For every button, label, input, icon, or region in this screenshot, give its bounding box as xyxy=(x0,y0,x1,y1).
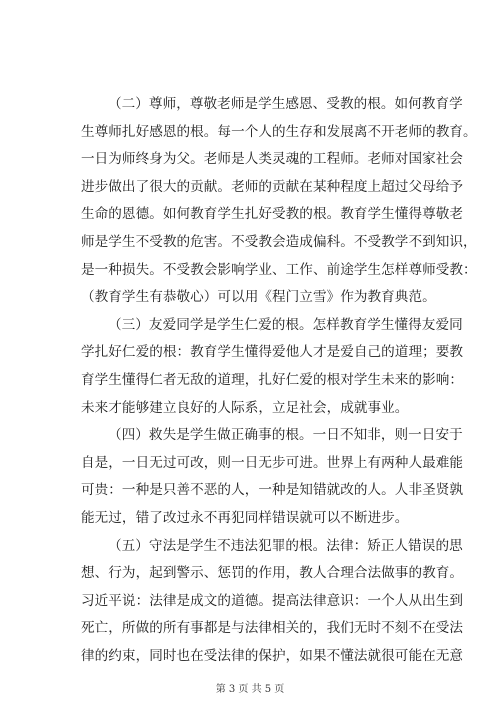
paragraph-line: 可贵：一种是只善不恶的人，一种是知错就改的人。人非圣贤孰 xyxy=(81,482,464,499)
paragraph-line: （教育学生有恭敬心）可以用《程门立雪》作为教育典范。 xyxy=(81,289,436,306)
paragraph-line: 是一种损失。不受教会影响学业、工作、前途学生怎样尊师受教： xyxy=(81,261,477,278)
paragraph-line: 未来才能够建立良好的人际系，立足社会，成就事业。 xyxy=(81,399,409,416)
paragraph-line: （五）守法是学生不违法犯罪的根。法律：矫正人错误的思 xyxy=(108,537,463,554)
paragraph-line: 生命的恩德。如何教育学生扎好受教的根。教育学生懂得尊敬老 xyxy=(81,206,464,223)
paragraph-line: 自是，一日无过可改，则一日无步可进。世界上有两种人最难能 xyxy=(81,454,464,471)
paragraph-line: （二）尊师，尊敬老师是学生感恩、受教的根。如何教育学 xyxy=(108,96,463,112)
paragraph-line: （三）友爱同学是学生仁爱的根。怎样教育学生懂得友爱同 xyxy=(108,316,463,333)
paragraph-line: 一日为师终身为父。老师是人类灵魂的工程师。老师对国家社会 xyxy=(81,151,464,168)
paragraph-line: （四）救失是学生做正确事的根。一日不知非，则一日安于 xyxy=(108,427,463,444)
page-number-footer: 第 3 页 共 5 页 xyxy=(215,684,285,695)
paragraph-line: 进步做出了很大的贡献。老师的贡献在某种程度上超过父母给予 xyxy=(81,178,464,195)
paragraph-line: 师是学生不受教的危害。不受教会造成偏科。不受教学不到知识， xyxy=(81,233,477,250)
body-text xyxy=(81,91,477,670)
paragraph-line: 生尊师扎好感恩的根。每一个人的生存和发展离不开老师的教育。 xyxy=(81,123,477,140)
paragraph-line: 习近平说：法律是成文的道德。提高法律意识：一个人从出生到 xyxy=(81,592,464,609)
paragraph-line: 死亡，所做的所有事都是与法律相关的，我们无时不刻不在受法 xyxy=(81,620,464,637)
paragraph-line: 能无过，错了改过永不再犯同样错误就可以不断进步。 xyxy=(81,509,409,526)
paragraph-line: 律的约束，同时也在受法律的保护，如果不懂法就很可能在无意 xyxy=(81,647,464,664)
paragraph-line: 学扎好仁爱的根：教育学生懂得爱他人才是爱自己的道理；要教 xyxy=(81,344,464,361)
paragraph-line: 想、行为，起到警示、惩罚的作用，教人合理合法做事的教育。 xyxy=(81,565,464,582)
paragraph-line: 育学生懂得仁者无敌的道理，扎好仁爱的根对学生未来的影响： xyxy=(81,371,464,388)
